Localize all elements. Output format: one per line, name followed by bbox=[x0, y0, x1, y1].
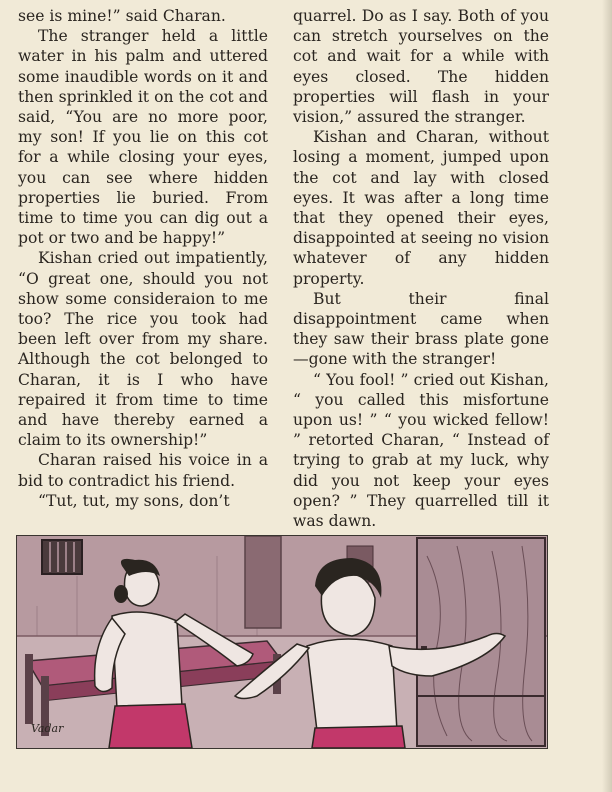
paragraph: But their final disappointment came when they saw their brass plate gone—gone with the stranger! bbox=[293, 289, 549, 369]
artist-signature: Vadar bbox=[31, 722, 64, 735]
illustration-art bbox=[17, 536, 547, 748]
paragraph: Charan raised his voice in a bid to contradict his friend. bbox=[18, 451, 268, 490]
left-text-column bbox=[18, 6, 268, 511]
paragraph: “Tut, tut, my sons, don’t bbox=[38, 491, 230, 510]
paragraph: “ You fool! ” cried out Kishan, “ you called this misfortune upon us! ” “ you wicked fellow! ” retorted Charan, “ Instead of trying to grab at my luck, why did you not keep your eyes open? ” They quarrelled till it was dawn. bbox=[293, 370, 549, 531]
paragraph: Kishan and Charan, without losing a moment, jumped upon the cot and lay with closed eyes. It was after a long time that they opened their eyes, disappointed at seeing no vision whatever of any hidden property. bbox=[293, 128, 549, 288]
paragraph: Kishan cried out impatiently, “O great one, should you not show some consideraion to me too? The rice you took had been left over from my share. Although the cot belonged to Charan, it is I who have repaired it from time to time and have thereby earned a claim to its ownership!” bbox=[18, 249, 268, 450]
right-text-column bbox=[293, 6, 549, 531]
paragraph: see is mine!” said Charan. bbox=[18, 7, 226, 25]
story-illustration bbox=[16, 535, 548, 749]
paragraph: The stranger held a little water in his palm and uttered some inaudible words on it and then sprinkled it on the cot and said, “You are no more poor, my son! If you lie on this cot for a while closing your eyes, you can see where hidden properties lie buried. From time to time you can dig out a pot or two and be happy!” bbox=[18, 27, 268, 248]
paragraph: quarrel. Do as I say. Both of you can stretch yourselves on the cot and wait for a while with eyes closed. The hidden properties will flash in your vision,” assured the stranger. bbox=[293, 7, 549, 127]
page-edge-shadow bbox=[602, 0, 612, 792]
window bbox=[42, 540, 82, 574]
